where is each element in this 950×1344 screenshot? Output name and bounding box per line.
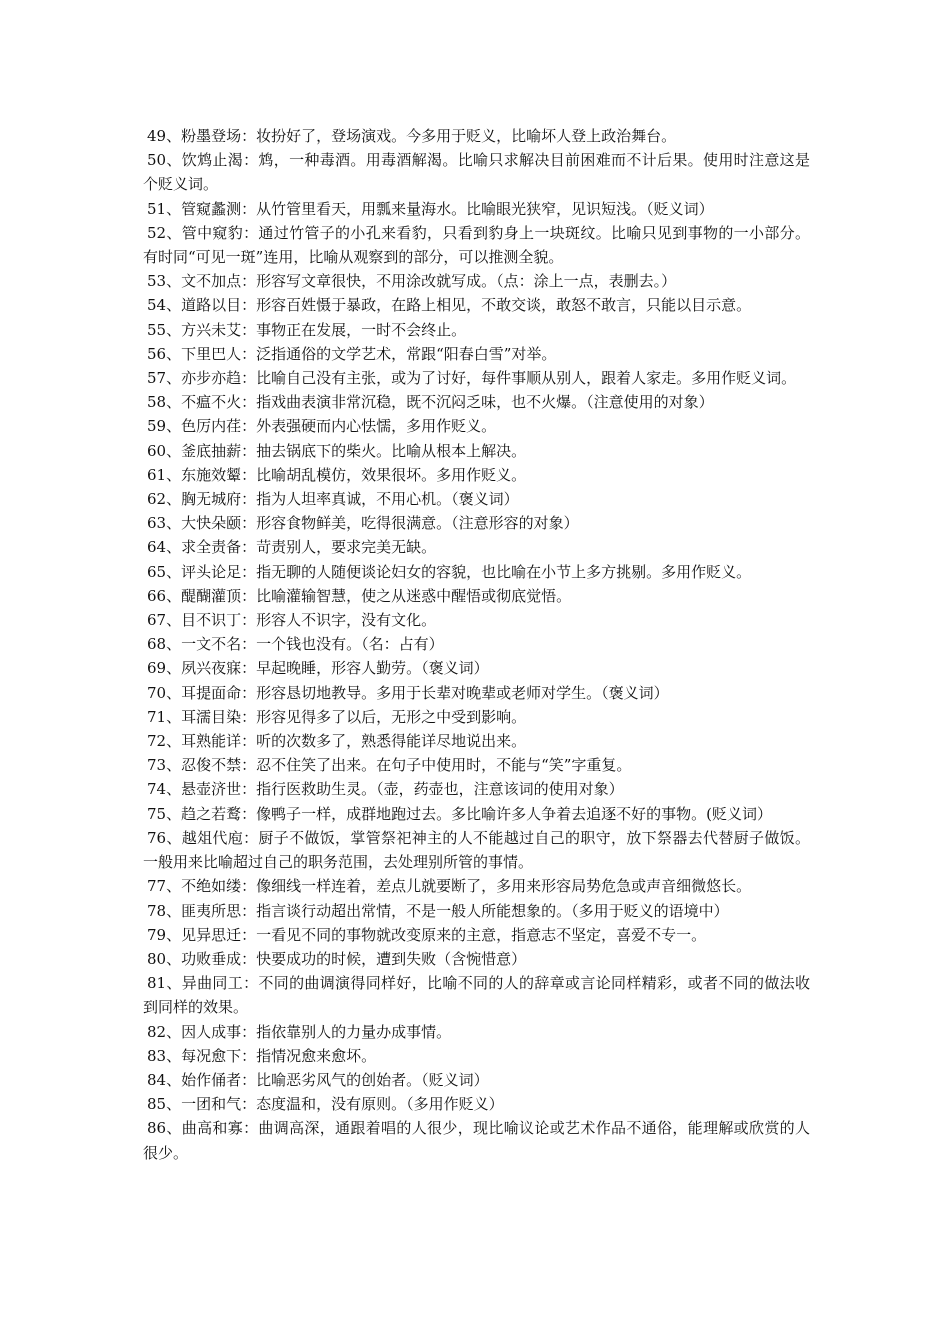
idiom-entry: 80、功败垂成：快要成功的时候，遭到失败（含惋惜意）	[147, 949, 527, 968]
idiom-entry: 55、方兴未艾：事物正在发展，一时不会终止。	[147, 320, 467, 339]
idiom-entry: 78、匪夷所思：指言谈行动超出常情，不是一般人所能想象的。（多用于贬义的语境中）	[147, 901, 729, 920]
idiom-entry: 69、夙兴夜寐：早起晚睡，形容人勤劳。（褒义词）	[147, 659, 489, 678]
idiom-entry: 77、不绝如缕：像细线一样连着，差点儿就要断了，多用来形容局势危急或声音细微悠长。	[147, 877, 752, 896]
idiom-list	[143, 124, 810, 1165]
idiom-entry: 79、见异思迁：一看见不同的事物就改变原来的主意，指意志不坚定，喜爱不专一。	[147, 925, 707, 944]
idiom-entry: 50、饮鸩止渴：鸩，一种毒酒。用毒酒解渴。比喻只求解决目前困难而不计后果。使用时注意这是个贬义词。	[143, 151, 810, 194]
idiom-entry: 53、文不加点：形容写文章很快，不用涂改就写成。（点：涂上一点，表删去。）	[147, 272, 677, 291]
idiom-entry: 74、悬壶济世：指行医救助生灵。（壶，药壶也，注意该词的使用对象）	[147, 780, 624, 799]
idiom-entry: 63、大快朵颐：形容食物鲜美，吃得很满意。（注意形容的对象）	[147, 514, 579, 533]
idiom-entry: 81、异曲同工：不同的曲调演得同样好，比喻不同的人的辞章或言论同样精彩，或者不同的做法收到同样的效果。	[143, 974, 810, 1017]
idiom-entry: 68、一文不名：一个钱也没有。（名：占有）	[147, 635, 444, 654]
idiom-entry: 54、道路以目：形容百姓慑于暴政，在路上相见，不敢交谈，敢怒不敢言，只能以目示意。	[147, 296, 752, 315]
idiom-entry: 64、求全责备：苛责别人，要求完美无缺。	[147, 538, 437, 557]
idiom-entry: 75、趋之若鹜：像鸭子一样，成群地跑过去。多比喻许多人争着去追逐不好的事物。(贬义词）	[147, 804, 772, 823]
idiom-entry: 52、管中窥豹：通过竹管子的小孔来看豹，只看到豹身上一块斑纹。比喻只见到事物的一小部分。有时同“可见一斑”连用，比喻从观察到的部分，可以推测全貌。	[143, 223, 810, 267]
idiom-entry: 71、耳濡目染：形容见得多了以后，无形之中受到影响。	[147, 707, 527, 726]
idiom-entry: 83、每况愈下：指情况愈来愈坏。	[147, 1046, 377, 1065]
idiom-entry: 56、下里巴人：泛指通俗的文学艺术，常跟“阳春白雪”对举。	[147, 344, 557, 363]
idiom-entry: 67、目不识丁：形容人不识字，没有文化。	[147, 611, 437, 630]
idiom-entry: 86、曲高和寡：曲调高深，通跟着唱的人很少，现比喻议论或艺术作品不通俗，能理解或欣赏的人很少。	[143, 1119, 810, 1162]
idiom-entry: 82、因人成事：指依靠别人的力量办成事情。	[147, 1022, 452, 1041]
idiom-entry: 57、亦步亦趋：比喻自己没有主张，或为了讨好，每件事顺从别人，跟着人家走。多用作贬义词。	[147, 369, 797, 388]
idiom-entry: 72、耳熟能详：听的次数多了，熟悉得能详尽地说出来。	[147, 732, 527, 751]
idiom-entry: 85、一团和气：态度温和，没有原则。（多用作贬义）	[147, 1095, 504, 1114]
idiom-entry: 76、越俎代庖：厨子不做饭，掌管祭祀神主的人不能越过自己的职守，放下祭器去代替厨子做饭。一般用来比喻超过自己的职务范围，去处理别所管的事情。	[143, 828, 810, 872]
idiom-entry: 61、东施效颦：比喻胡乱模仿，效果很坏。多用作贬义。	[147, 465, 527, 484]
idiom-entry: 62、胸无城府：指为人坦率真诚，不用心机。（褒义词）	[147, 490, 519, 509]
idiom-entry: 70、耳提面命：形容恳切地教导。多用于长辈对晚辈或老师对学生。（褒义词）	[147, 683, 669, 702]
idiom-entry: 60、釜底抽薪：抽去锅底下的柴火。比喻从根本上解决。	[147, 441, 527, 460]
idiom-entry: 65、评头论足：指无聊的人随便谈论妇女的容貌，也比喻在小节上多方挑剔。多用作贬义。	[147, 562, 752, 581]
idiom-entry: 49、粉墨登场：妆扮好了，登场演戏。今多用于贬义，比喻坏人登上政治舞台。	[147, 127, 677, 145]
idiom-entry: 66、醍醐灌顶：比喻灌输智慧，使之从迷惑中醒悟或彻底觉悟。	[147, 586, 572, 605]
idiom-entry: 73、忍俊不禁：忍不住笑了出来。在句子中使用时，不能与“笑”字重复。	[147, 756, 632, 775]
idiom-entry: 58、不瘟不火：指戏曲表演非常沉稳，既不沉闷乏味，也不火爆。（注意使用的对象）	[147, 393, 714, 412]
idiom-entry: 84、始作俑者：比喻恶劣风气的创始者。（贬义词）	[147, 1070, 489, 1089]
idiom-entry: 59、色厉内荏：外表强硬而内心怯懦，多用作贬义。	[147, 417, 497, 436]
idiom-entry: 51、管窥蠡测：从竹管里看天，用瓢来量海水。比喻眼光狭窄，见识短浅。（贬义词）	[147, 199, 714, 218]
